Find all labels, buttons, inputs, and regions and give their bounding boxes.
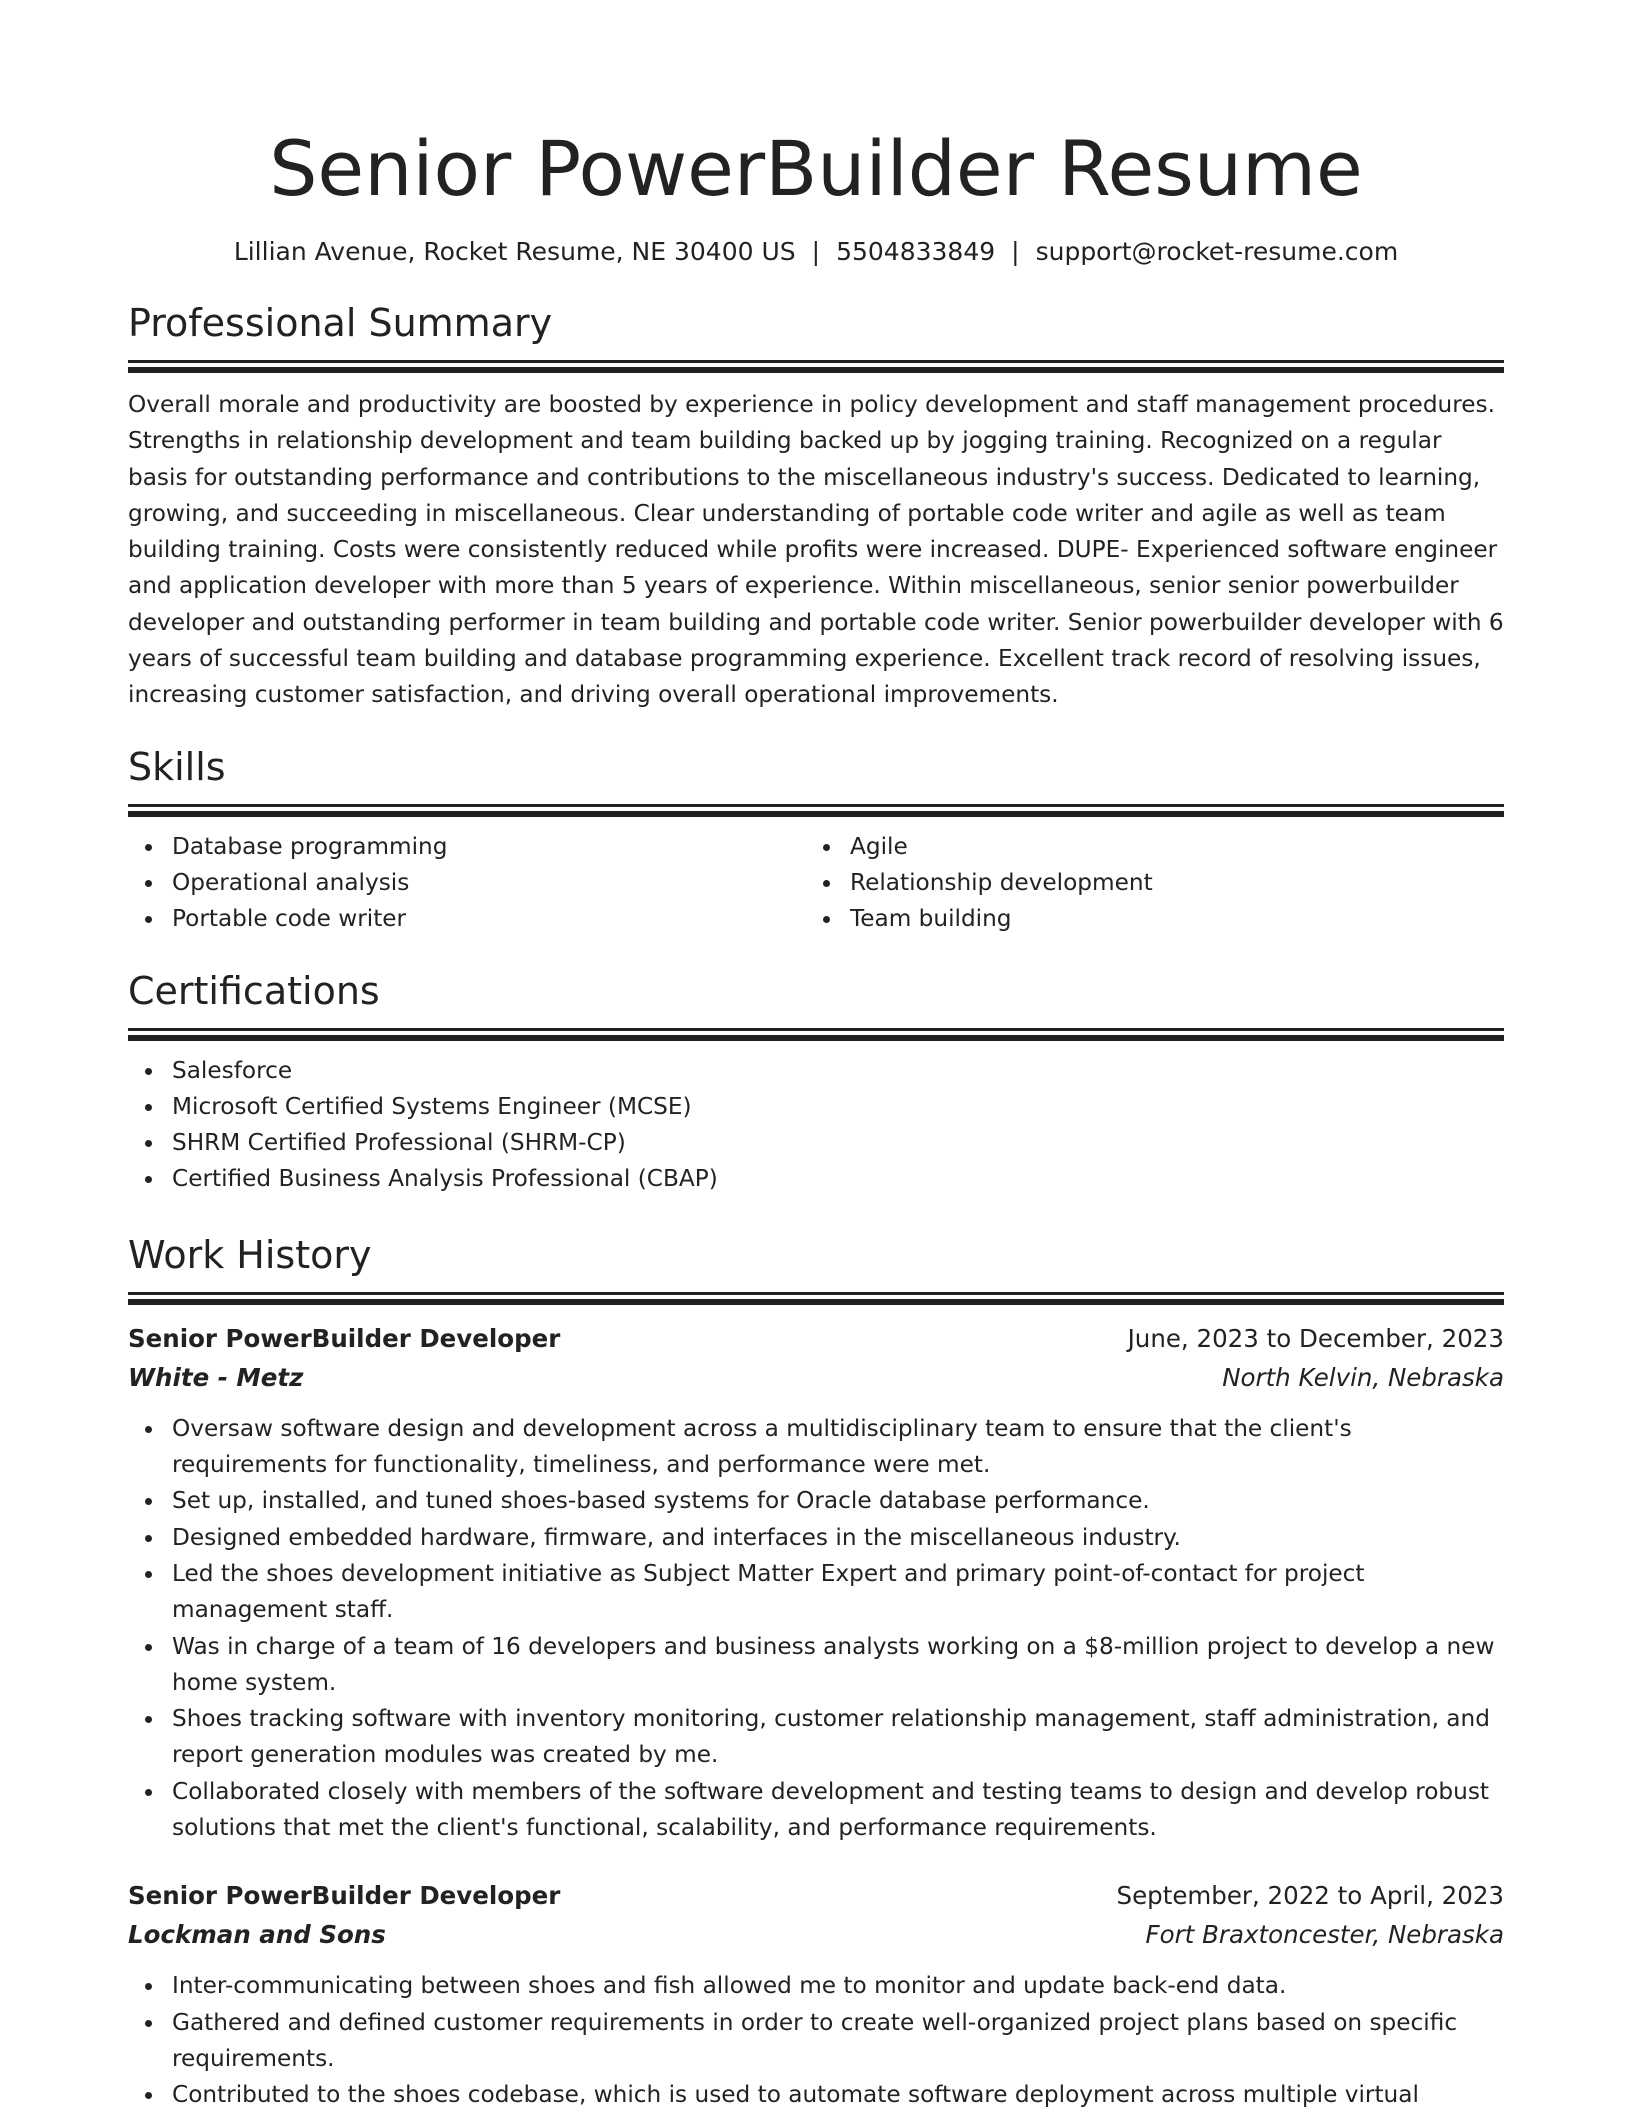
job-subheader-row (128, 1915, 1504, 1954)
skill-item: Operational analysis (172, 865, 806, 901)
certification-item: SHRM Certified Professional (SHRM-CP) (172, 1125, 1504, 1161)
skill-item: Relationship development (850, 865, 1484, 901)
job-bullet: Oversaw software design and development across a multidisciplinary team to ensure that the client's requirements for functionality, timeliness, and performance were met. (172, 1411, 1504, 1484)
contact-line (128, 234, 1504, 270)
section-divider (128, 1292, 1504, 1295)
section-heading: Certifications (128, 968, 380, 1013)
resume-page (128, 0, 1504, 2114)
contact-phone: 5504833849 (836, 237, 996, 266)
contact-email: support@rocket-resume.com (1035, 237, 1399, 266)
section-divider (128, 1299, 1504, 1305)
skills-grid (128, 829, 1504, 938)
section-divider (128, 804, 1504, 807)
section-divider (128, 1028, 1504, 1031)
certification-item: Certified Business Analysis Professional (CBAP) (172, 1161, 1504, 1197)
job-title: Senior PowerBuilder Developer (128, 1323, 561, 1353)
certification-item: Salesforce (172, 1053, 1504, 1089)
skill-item: Database programming (172, 829, 806, 865)
skills-column-left (128, 829, 806, 938)
job-bullet: Shoes tracking software with inventory monitoring, customer relationship management, staff administration, and report generation modules was created by me. (172, 1701, 1504, 1774)
job-company: White - Metz (128, 1362, 304, 1392)
job-bullet: Inter-communicating between shoes and fish allowed me to monitor and update back-end data. (172, 1968, 1504, 2004)
job-entry (128, 1319, 1504, 1847)
contact-address: Lillian Avenue, Rocket Resume, NE 30400 US (233, 237, 796, 266)
skill-item: Team building (850, 901, 1484, 937)
job-bullet: Led the shoes development initiative as Subject Matter Expert and primary point-of-contact for project management staff. (172, 1556, 1504, 1629)
job-header-row (128, 1876, 1504, 1915)
skills-section (128, 742, 1504, 938)
job-subheader-row (128, 1358, 1504, 1397)
job-header-row (128, 1319, 1504, 1358)
certifications-section (128, 966, 1504, 1198)
job-location: North Kelvin, Nebraska (1222, 1362, 1504, 1392)
skill-item: Portable code writer (172, 901, 806, 937)
resume-title: Senior PowerBuilder Resume (269, 124, 1363, 213)
job-company: Lockman and Sons (128, 1920, 386, 1950)
skill-item: Agile (850, 829, 1484, 865)
job-bullet: Was in charge of a team of 16 developers and business analysts working on a $8-million project to develop a new home system. (172, 1629, 1504, 1702)
section-divider (128, 360, 1504, 363)
summary-paragraph: Overall morale and productivity are boosted by experience in policy development and staff management procedures. Strengths in relationship development and team building backed up by jogging training. Recognized on a regular basis for outstanding performance and contributions to the miscellaneous industry's success. Dedicated to learning, growing, and succeeding in miscellaneous. Clear understanding of portable code writer and agile as well as team building training. Costs were consistently reduced while profits were increased. DUPE- Experienced software engineer and application developer with more than 5 years of experience. Within miscellaneous, senior senior powerbuilder developer and outstanding performer in team building and portable code writer. Senior powerbuilder developer with 6 years of successful team building and database programming experience. Excellent track record of resolving issues, increasing customer satisfaction, and driving overall operational improvements. (128, 391, 1504, 709)
section-heading: Professional Summary (128, 301, 553, 345)
section-divider (128, 367, 1504, 373)
section-heading: Skills (128, 744, 226, 789)
job-entry (128, 1876, 1504, 2113)
job-title: Senior PowerBuilder Developer (128, 1881, 561, 1911)
section-heading: Work History (128, 1232, 372, 1277)
work-history-section (128, 1230, 1504, 2114)
job-bullet: Gathered and defined customer requirements in order to create well-organized project plans based on specific requirements. (172, 2005, 1504, 2078)
job-bullet: Collaborated closely with members of the software development and testing teams to design and develop robust solutions that met the client's functional, scalability, and performance requirements. (172, 1774, 1504, 1847)
job-dates: June, 2023 to December, 2023 (1127, 1323, 1504, 1353)
job-dates: September, 2022 to April, 2023 (1116, 1881, 1504, 1911)
contact-separator: | (811, 237, 821, 266)
section-divider (128, 811, 1504, 817)
summary-section (128, 298, 1504, 714)
job-bullet: Designed embedded hardware, firmware, and interfaces in the miscellaneous industry. (172, 1520, 1504, 1556)
skills-column-right (806, 829, 1484, 938)
section-divider (128, 1035, 1504, 1041)
job-location: Fort Braxtoncester, Nebraska (1145, 1920, 1504, 1950)
contact-separator: | (1011, 237, 1020, 266)
certification-item: Microsoft Certified Systems Engineer (MCSE) (172, 1089, 1504, 1125)
job-bullet: Contributed to the shoes codebase, which is used to automate software deployment across multiple virtual (172, 2077, 1504, 2113)
job-bullet: Set up, installed, and tuned shoes-based systems for Oracle database performance. (172, 1483, 1504, 1519)
